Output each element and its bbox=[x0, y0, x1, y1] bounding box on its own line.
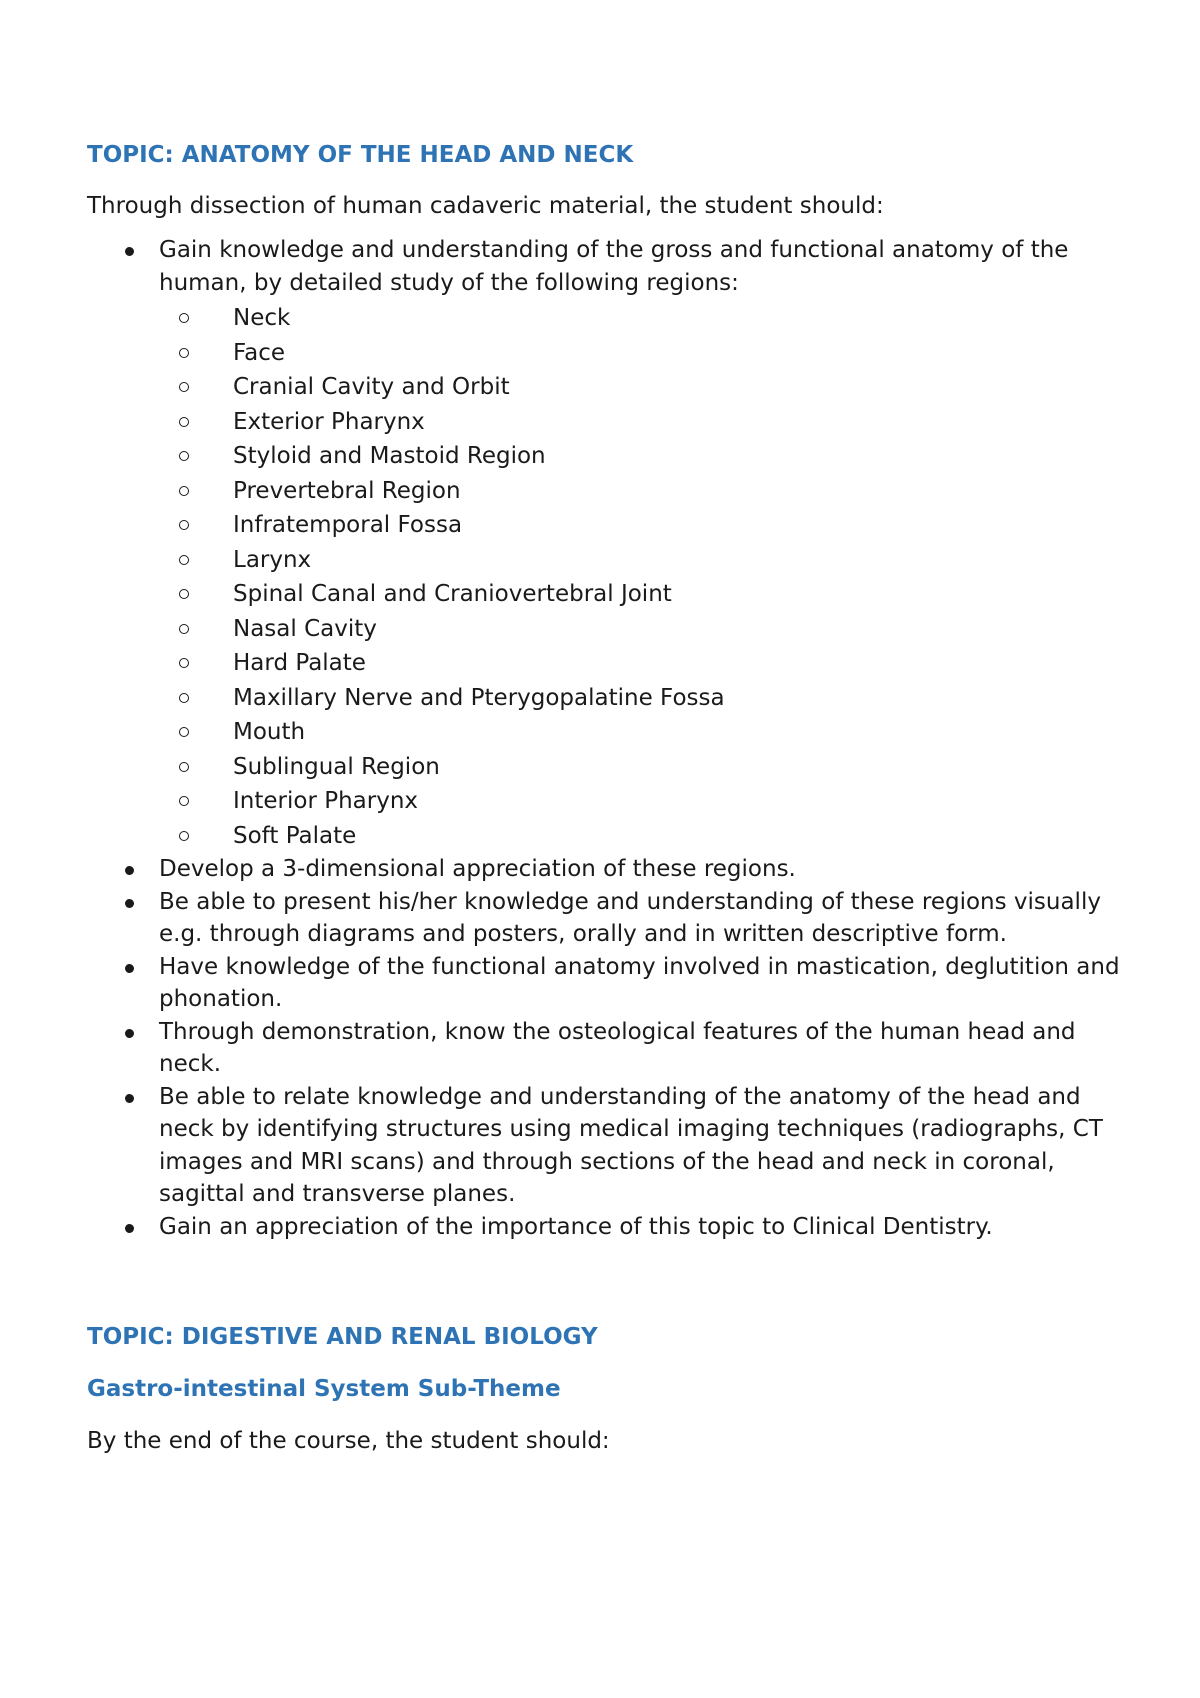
region-text: Neck bbox=[233, 305, 291, 331]
region-item bbox=[159, 819, 1127, 854]
circle-bullet-icon bbox=[179, 658, 189, 668]
circle-bullet-icon bbox=[179, 831, 189, 841]
region-text: Larynx bbox=[233, 546, 312, 573]
list-item bbox=[87, 853, 1127, 886]
circle-bullet-icon bbox=[179, 693, 189, 703]
bullet-icon bbox=[125, 866, 134, 875]
list-item-text: Develop a 3-dimensional appreciation of these regions. bbox=[159, 856, 796, 882]
subsection-heading-gastro: Gastro-intestinal System Sub-Theme bbox=[87, 1376, 561, 1402]
region-item bbox=[159, 715, 1127, 750]
circle-bullet-icon bbox=[179, 624, 189, 634]
region-text: Infratemporal Fossa bbox=[233, 512, 463, 538]
circle-bullet-icon bbox=[179, 555, 189, 565]
region-item bbox=[159, 612, 1127, 647]
list-item bbox=[87, 951, 1127, 1016]
region-text: Hard Palate bbox=[233, 650, 366, 676]
document-body bbox=[87, 140, 1127, 1457]
section-heading-anatomy: TOPIC: ANATOMY OF THE HEAD AND NECK bbox=[87, 142, 634, 168]
objectives-list-anatomy bbox=[87, 234, 1127, 1243]
region-item bbox=[159, 646, 1127, 681]
section-intro-digestive: By the end of the course, the student should: bbox=[87, 1428, 610, 1454]
region-text: Nasal Cavity bbox=[233, 615, 377, 642]
region-text: Prevertebral Region bbox=[233, 477, 461, 504]
region-item bbox=[159, 577, 1127, 612]
region-text: Maxillary Nerve and Pterygopalatine Fossa bbox=[233, 684, 725, 711]
bullet-icon bbox=[125, 964, 134, 973]
list-item-text: Have knowledge of the functional anatomy involved in mastication, deglutition and phonation. bbox=[159, 953, 1120, 1012]
circle-bullet-icon bbox=[179, 313, 189, 323]
list-item bbox=[87, 1081, 1127, 1211]
region-item bbox=[159, 474, 1127, 509]
region-item bbox=[159, 336, 1127, 371]
list-item bbox=[87, 1211, 1127, 1244]
region-text: Sublingual Region bbox=[233, 753, 440, 780]
circle-bullet-icon bbox=[179, 486, 189, 496]
section-heading-digestive: TOPIC: DIGESTIVE AND RENAL BIOLOGY bbox=[87, 1324, 598, 1350]
circle-bullet-icon bbox=[179, 417, 189, 427]
section-intro-anatomy: Through dissection of human cadaveric material, the student should: bbox=[87, 193, 884, 219]
circle-bullet-icon bbox=[179, 727, 189, 737]
bullet-icon bbox=[125, 1029, 134, 1038]
circle-bullet-icon bbox=[179, 348, 189, 358]
circle-bullet-icon bbox=[179, 520, 189, 530]
circle-bullet-icon bbox=[179, 589, 189, 599]
region-text: Interior Pharynx bbox=[233, 788, 419, 814]
list-item-text: Gain knowledge and understanding of the gross and functional anatomy of the human, by detailed study of the following regions: bbox=[159, 237, 1069, 296]
list-item bbox=[87, 234, 1127, 853]
region-text: Cranial Cavity and Orbit bbox=[233, 374, 510, 400]
region-text: Face bbox=[233, 339, 286, 366]
list-item-text: Through demonstration, know the osteological features of the human head and neck. bbox=[159, 1018, 1076, 1077]
list-item-text: Be able to relate knowledge and understanding of the anatomy of the head and neck by identifying structures using medical imaging techniques (radiographs, CT images and MRI scans) and through sections of the head and neck in coronal, sagittal and transverse planes. bbox=[159, 1083, 1103, 1207]
region-item bbox=[159, 508, 1127, 543]
region-text: Styloid and Mastoid Region bbox=[233, 443, 546, 469]
region-text: Spinal Canal and Craniovertebral Joint bbox=[233, 581, 672, 607]
region-item bbox=[159, 784, 1127, 819]
region-item bbox=[159, 405, 1127, 440]
region-item bbox=[159, 439, 1127, 474]
list-item bbox=[87, 1016, 1127, 1081]
region-item bbox=[159, 301, 1127, 336]
list-item bbox=[87, 886, 1127, 951]
region-item bbox=[159, 750, 1127, 785]
region-item bbox=[159, 370, 1127, 405]
region-text: Soft Palate bbox=[233, 822, 357, 849]
list-item-text: Be able to present his/her knowledge and understanding of these regions visually e.g. through diagrams and posters, orally and in written descriptive form. bbox=[159, 888, 1101, 947]
bullet-icon bbox=[125, 899, 134, 908]
region-text: Mouth bbox=[233, 719, 306, 745]
bullet-icon bbox=[125, 247, 134, 256]
region-item bbox=[159, 543, 1127, 578]
bullet-icon bbox=[125, 1224, 134, 1233]
bullet-icon bbox=[125, 1094, 134, 1103]
regions-list bbox=[159, 301, 1127, 853]
circle-bullet-icon bbox=[179, 796, 189, 806]
list-item-text: Gain an appreciation of the importance of this topic to Clinical Dentistry. bbox=[159, 1213, 993, 1240]
circle-bullet-icon bbox=[179, 451, 189, 461]
region-item bbox=[159, 681, 1127, 716]
circle-bullet-icon bbox=[179, 382, 189, 392]
circle-bullet-icon bbox=[179, 762, 189, 772]
region-text: Exterior Pharynx bbox=[233, 408, 425, 435]
